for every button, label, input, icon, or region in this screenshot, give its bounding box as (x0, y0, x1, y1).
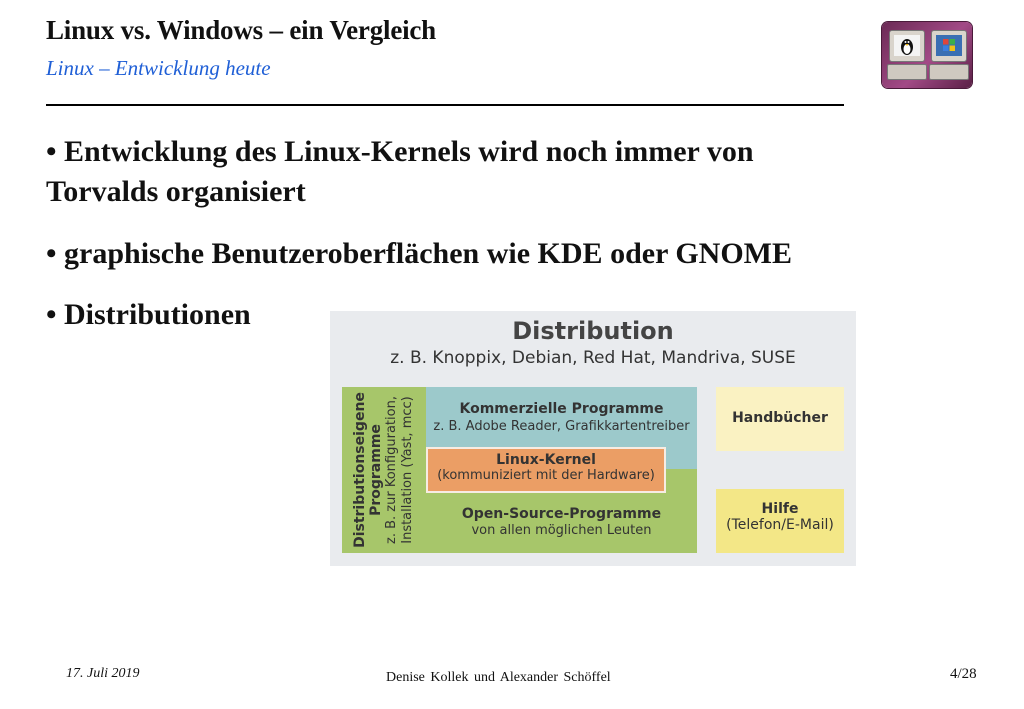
manuals-box (716, 387, 844, 451)
distro-programs-title-2: Programme (368, 424, 384, 516)
bullet-distributions: • Distributionen (46, 298, 251, 331)
help-box (716, 489, 844, 553)
diagram-title: Distribution (512, 317, 674, 345)
linux-kernel-desc: (kommuniziert mit der Hardware) (437, 468, 655, 483)
bullet-graphical-desktops: • graphische Benutzeroberflächen wie KDE oder GNOME (46, 237, 793, 270)
footer-date: 17. Juli 2019 (66, 666, 140, 681)
distribution-diagram (330, 311, 856, 566)
linux-kernel-box (426, 447, 666, 493)
linux-monitor-icon (889, 30, 925, 62)
windows-flag-icon (936, 35, 962, 56)
manuals-title: Handbücher (732, 410, 828, 426)
linux-kernel-title: Linux-Kernel (496, 452, 596, 468)
penguin-icon (894, 35, 920, 56)
header-divider (46, 104, 844, 106)
bullet-kernel-development: • Entwicklung des Linux-Kernels wird noch immer von Torvalds organisiert (46, 135, 754, 208)
distro-programs-desc-2: Installation (Yast, mcc) (400, 396, 415, 544)
linux-windows-logo (882, 22, 972, 88)
commercial-programs-title: Kommerzielle Programme (459, 401, 664, 417)
slide-title: Linux vs. Windows – ein Vergleich (46, 15, 437, 45)
distro-programs-box (342, 387, 426, 553)
help-desc: (Telefon/E-Mail) (726, 517, 834, 533)
footer-authors: Denise Kollek und Alexander Schöffel (386, 670, 611, 685)
distro-programs-title: Distributionseigene (352, 392, 368, 548)
slide-subtitle: Linux – Entwicklung heute (46, 56, 271, 80)
open-source-programs-box (426, 493, 697, 553)
open-source-extension (666, 469, 697, 493)
open-source-desc: von allen möglichen Leuten (471, 523, 652, 538)
windows-computer-base (929, 64, 969, 80)
commercial-programs-desc: z. B. Adobe Reader, Grafikkartentreiber (433, 419, 690, 434)
windows-monitor-icon (931, 30, 967, 62)
help-title: Hilfe (761, 501, 799, 517)
page-number: 4/28 (950, 666, 977, 682)
open-source-title: Open-Source-Programme (461, 506, 662, 522)
diagram-subtitle: z. B. Knoppix, Debian, Red Hat, Mandriva, SUSE (390, 348, 796, 368)
distro-programs-desc: z. B. zur Konfiguration, (384, 396, 399, 544)
linux-computer-base (887, 64, 927, 80)
